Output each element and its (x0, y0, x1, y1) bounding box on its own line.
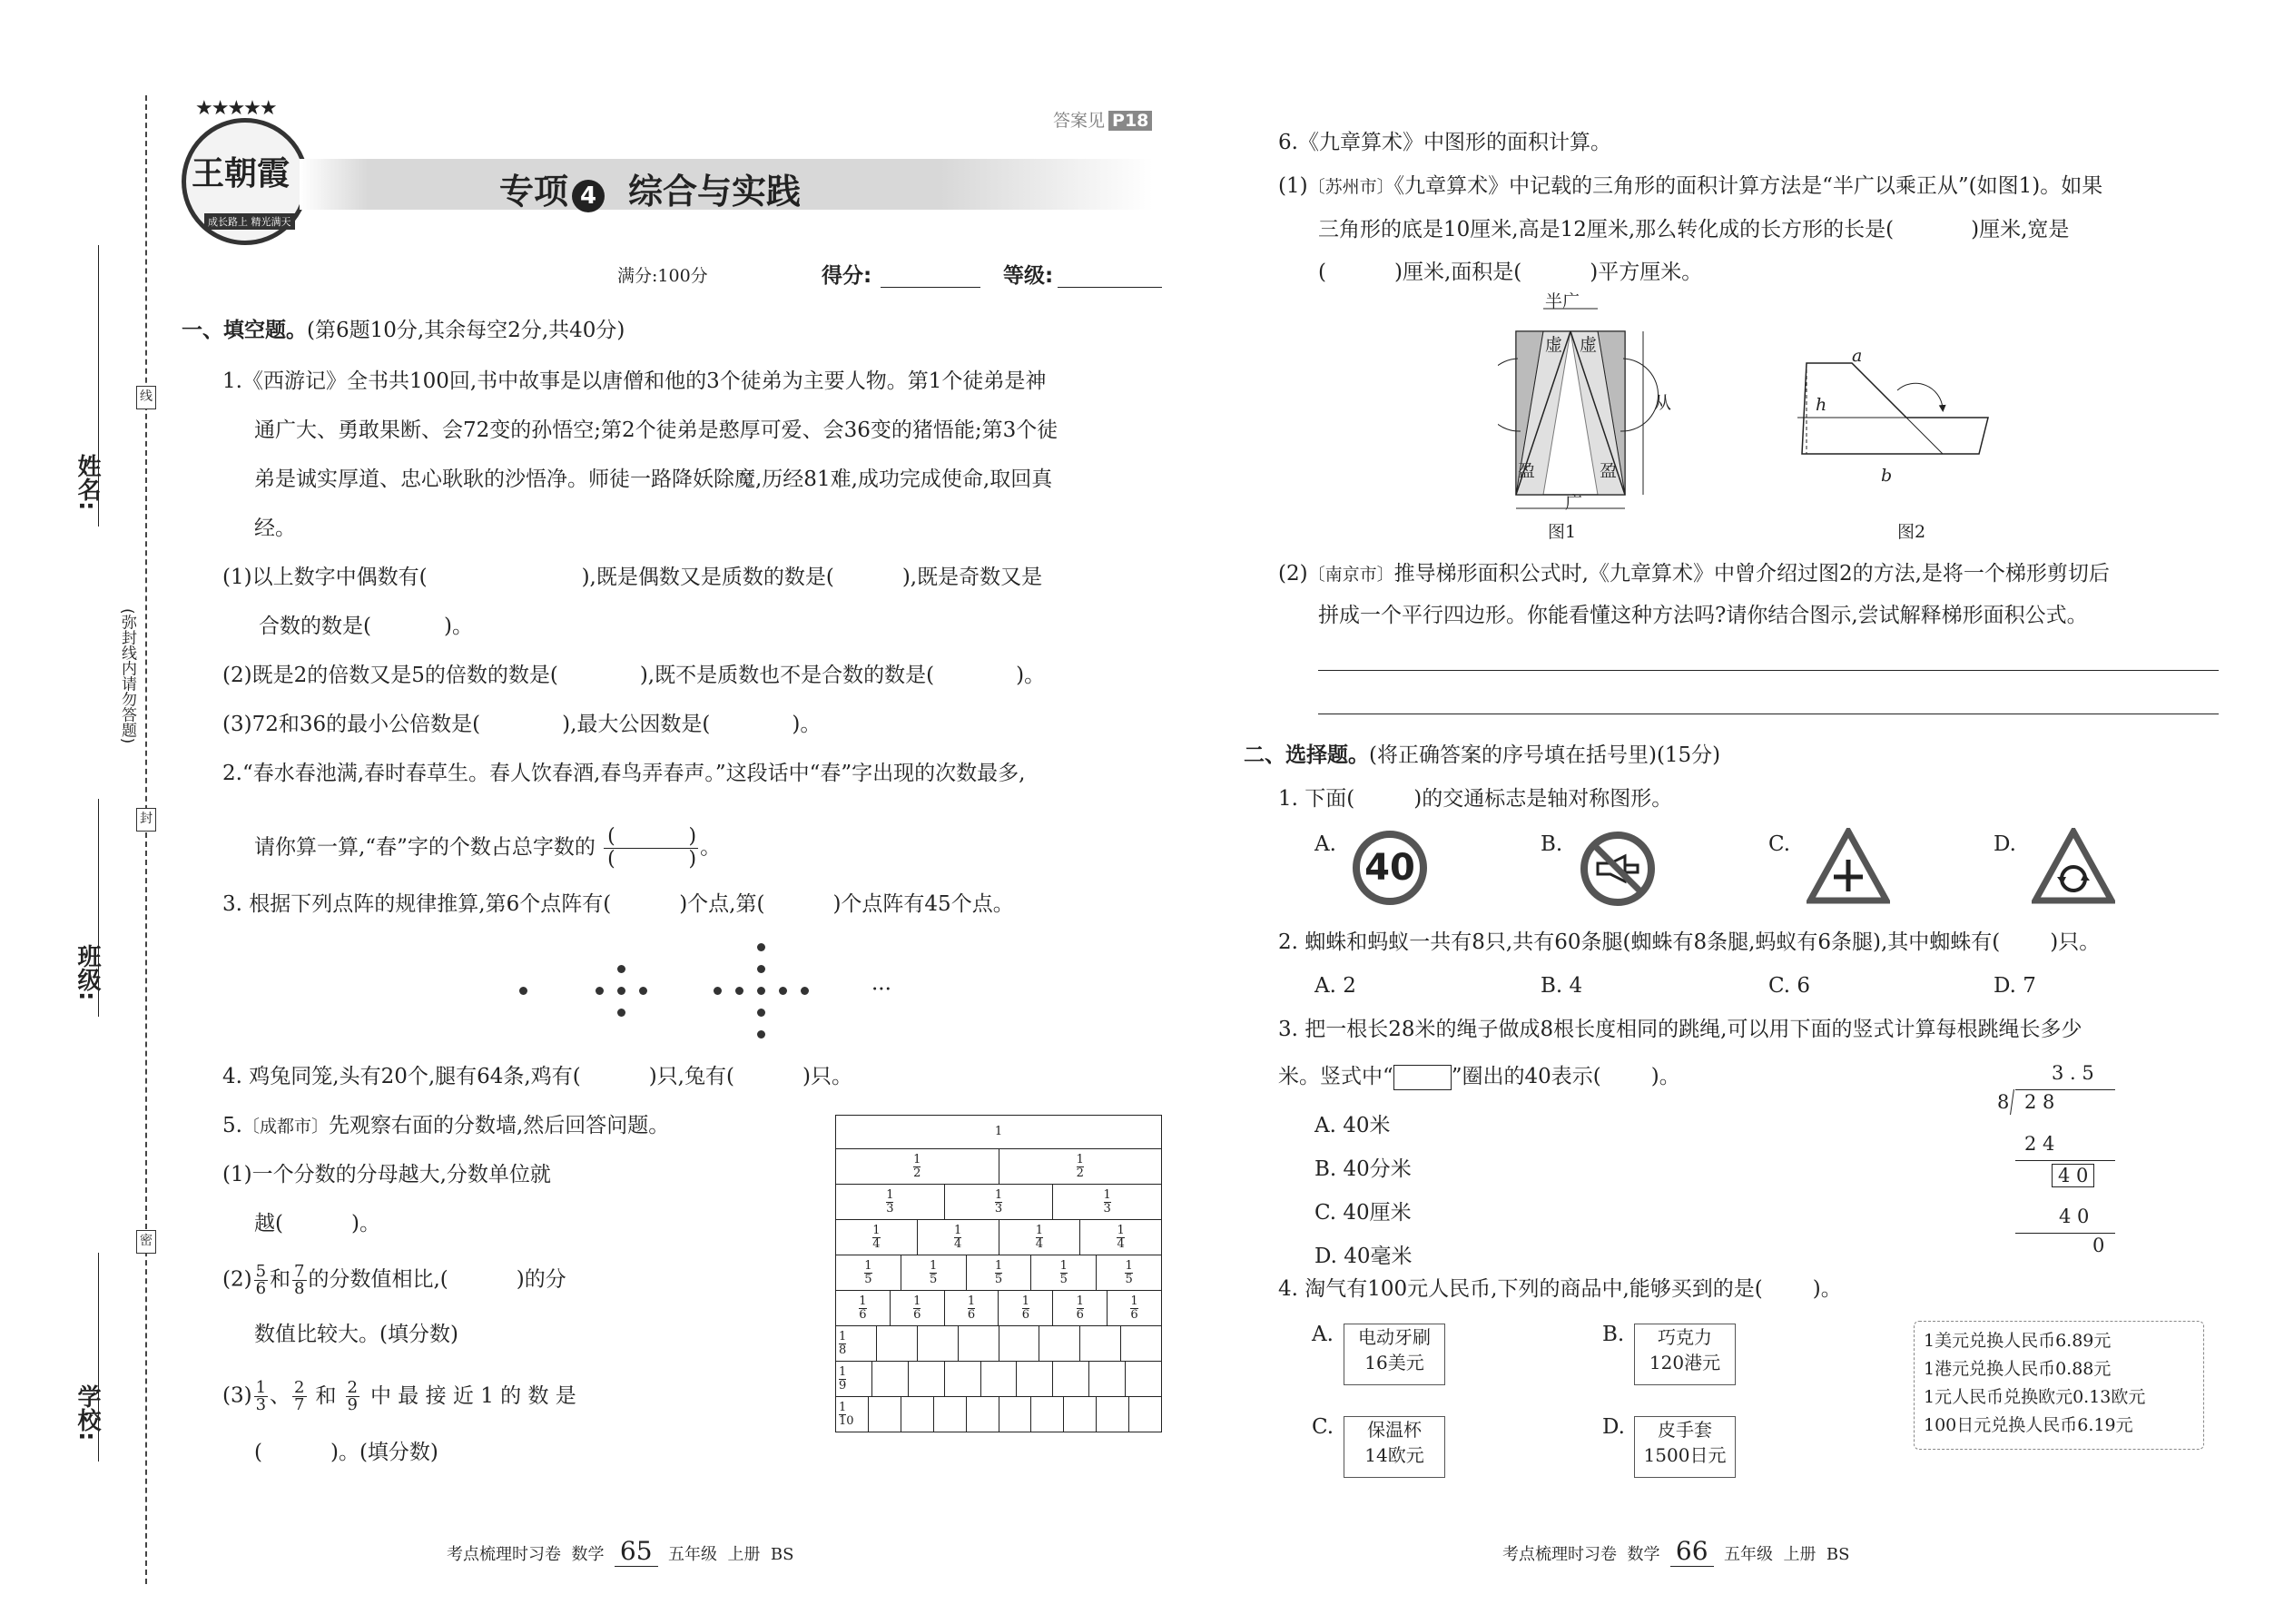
fw-cell (999, 1397, 1032, 1432)
fw-cell: 1 8 (836, 1326, 877, 1361)
no-horn-sign (1580, 831, 1656, 907)
fw-cell: 1 5 (1031, 1255, 1097, 1290)
fw-cell (1126, 1362, 1161, 1396)
fw-cell (909, 1362, 945, 1396)
section2-heading: 二、选择题。(将正确答案的序号填在括号里)(15分) (1244, 743, 1721, 767)
fw-cell (999, 1326, 1040, 1361)
q6-2-line1: (2)〔南京市〕推导梯形面积公式时,《九章算术》中曾介绍过图2的方法,是将一个梯形剪切后 (1278, 562, 2110, 586)
fw-row-3 (835, 1185, 1162, 1220)
fw-cell (1039, 1326, 1080, 1361)
div-dividend: 2 8 (2024, 1091, 2055, 1113)
fw-cell: 1 5 (1125, 1258, 1133, 1286)
fig1-ying-left: 盈 (1518, 461, 1536, 481)
c1-option-c: C. (1768, 832, 1791, 856)
div-divisor: 8 (1997, 1091, 2010, 1113)
fw-row-1: 1 (835, 1115, 1162, 1149)
fig2-h: h (1816, 395, 1827, 415)
c1-option-a: A. (1314, 832, 1336, 856)
fig2-a: a (1852, 346, 1863, 366)
class-line (98, 799, 99, 1017)
q5-part3-cont: ( )。(填分数) (254, 1441, 438, 1464)
page-number-left: 65 (615, 1536, 658, 1567)
fw-cell: 1 10 (836, 1397, 869, 1432)
score-line (881, 287, 980, 288)
page-number-right: 66 (1670, 1536, 1714, 1567)
q1-line1: 1.《西游记》全书共100回,书中故事是以唐僧和他的3个徒弟为主要人物。第1个徒弟是神 (222, 369, 1047, 393)
fw-cell (1064, 1397, 1097, 1432)
fw-cell (1053, 1362, 1089, 1396)
logo-sub: 成长路上 精光满天 (204, 213, 295, 230)
fw-cell: 1 6 (999, 1291, 1053, 1325)
fw-cell: 1 6 (1130, 1294, 1138, 1322)
answer-line-1 (1318, 670, 2219, 671)
name-label: 姓名: (74, 454, 101, 511)
answer-ref: 答案见 P18 (1053, 107, 1152, 132)
title-number: 4 (572, 180, 605, 212)
fw-row-8 (835, 1326, 1162, 1362)
seal-note: (弥封线内请勿答题) (118, 608, 136, 744)
q5-text: 5.〔成都市〕先观察右面的分数墙,然后回答问题。 (222, 1114, 670, 1137)
c2-option-d: D. 7 (1994, 974, 2036, 998)
fig2-caption: 图2 (1897, 522, 1926, 542)
seal-mark-line: 线 (136, 386, 156, 409)
fw-cell (1089, 1362, 1126, 1396)
name-line (98, 245, 99, 527)
fw-cell (1129, 1397, 1161, 1432)
q1-part1-cont: 合数的数是( )。 (259, 615, 473, 638)
c2-option-a: A. 2 (1314, 974, 1356, 998)
fw-cell: 1 6 (836, 1291, 891, 1325)
fw-cell: 1 5 (836, 1255, 901, 1290)
fw-cell (918, 1326, 959, 1361)
section1-heading: 一、填空题。(第6题10分,其余每空2分,共40分) (182, 319, 625, 342)
c4-opt-c: C. (1312, 1415, 1334, 1439)
fw-cell: 1 4 (999, 1220, 1081, 1255)
grade-line (1058, 287, 1162, 288)
item-a-box: 电动牙刷 16美元 (1344, 1324, 1445, 1385)
fw-row-5 (835, 1255, 1162, 1291)
fw-cell: 1 6 (891, 1291, 945, 1325)
fig1-cong: 从 (1654, 393, 1672, 413)
seal-mark-secret: 密 (136, 1230, 156, 1254)
div-remainder: 0 (2092, 1235, 2105, 1256)
q5-part2: (2) $\frac{5}{6}$ 和 $\frac{7}{8}$ 的分数值相比,( )的分 (222, 1262, 566, 1298)
c2-text: 2. 蜘蛛和蚂蚁一共有8只,共有60条腿(蜘蛛有8条腿,蚂蚁有6条腿),其中蜘蛛有( )只。 (1278, 930, 2101, 954)
fw-cell (872, 1362, 909, 1396)
rate-eur: 1元人民币兑换欧元0.13欧元 (1924, 1387, 2146, 1407)
fw-cell (901, 1397, 934, 1432)
fw-cell: 1 4 (1117, 1223, 1125, 1251)
fw-cell (869, 1397, 901, 1432)
logo-badge (182, 97, 309, 245)
fw-cell: 1 2 (1076, 1152, 1084, 1180)
fw-row-4 (835, 1220, 1162, 1255)
c3-line2: 米。竖式中“ ”圈出的40表示( )。 (1278, 1065, 1680, 1088)
answer-page: P18 (1108, 111, 1152, 131)
c3-option-b: B. 40分米 (1314, 1157, 1412, 1181)
fw-cell: 1 5 (967, 1255, 1032, 1290)
long-division (1988, 1062, 2124, 1262)
seal-mark-seal: 封 (136, 808, 156, 832)
c2-option-b: B. 4 (1541, 974, 1583, 998)
c4-opt-a: A. (1312, 1323, 1334, 1346)
c4-opt-d: D. (1602, 1415, 1625, 1439)
item-b-box: 巧克力 120港元 (1634, 1324, 1736, 1385)
fw-cell: 1 2 (836, 1149, 999, 1184)
logo-stars: ★★★★★ (195, 97, 276, 120)
fw-cell (1097, 1397, 1129, 1432)
binding-line (145, 95, 147, 1584)
exchange-rates-box (1914, 1321, 2204, 1450)
q1-line3: 弟是诚实厚道、忠心耿耿的沙悟净。师徒一路降妖除魔,历经81难,成功完成使命,取回真 (254, 468, 1053, 491)
fig1-caption: 图1 (1548, 522, 1577, 542)
fig1-guang: 广 (1565, 493, 1583, 513)
crossroad-warning-sign (1807, 828, 1890, 904)
div-step2-boxed: 4 0 (2052, 1164, 2094, 1187)
fw-row-10 (835, 1397, 1162, 1432)
footer-left: 考点梳理时习卷 数学 65 五年级 上册 BS (447, 1536, 794, 1566)
class-label: 班级: (74, 944, 101, 1001)
item-c-box: 保温杯 14欧元 (1344, 1416, 1445, 1478)
q1-part3: (3)72和36的最小公倍数是( ),最大公因数是( )。 (222, 713, 822, 736)
fig1-xu-left: 虚 (1545, 335, 1563, 355)
fw-cell (1080, 1326, 1121, 1361)
c3-option-c: C. 40厘米 (1314, 1201, 1412, 1225)
q5-part1-cont: 越( )。 (254, 1212, 380, 1235)
q6-2-line2: 拼成一个平行四边形。你能看懂这种方法吗?请你结合图示,尝试解释梯形面积公式。 (1318, 604, 2088, 627)
fw-cell (981, 1362, 1018, 1396)
c2-option-c: C. 6 (1768, 974, 1811, 998)
figure-1 (1498, 295, 1679, 522)
q5-city-tag: 〔成都市〕 (241, 1117, 329, 1137)
fw-cell (945, 1362, 981, 1396)
fw-cell: 1 6 (1053, 1291, 1108, 1325)
q1-line4: 经。 (254, 517, 296, 540)
q1-part1: (1)以上数字中偶数有( ),既是偶数又是质数的数是( ),既是奇数又是 (222, 566, 1043, 589)
school-line (98, 1253, 99, 1462)
speed-limit-sign: 40 (1353, 831, 1427, 905)
q3-text: 3. 根据下列点阵的规律推算,第6个点阵有( )个点,第( )个点阵有45个点。 (222, 892, 1014, 916)
fw-cell (967, 1397, 999, 1432)
fig2-b: b (1881, 466, 1893, 486)
dot-ellipsis: ··· (871, 978, 891, 1001)
box-symbol (1393, 1065, 1452, 1090)
fw-cell (1121, 1326, 1161, 1361)
fw-row-2 (835, 1149, 1162, 1185)
fw-cell (934, 1397, 967, 1432)
fw-cell: 1 6 (945, 1291, 999, 1325)
fw-cell (877, 1326, 918, 1361)
q6-1-line3: ( )厘米,面积是( )平方厘米。 (1318, 261, 1703, 284)
fraction-wall (835, 1115, 1162, 1432)
fw-cell (1031, 1397, 1064, 1432)
rate-usd: 1美元兑换人民币6.89元 (1924, 1331, 2112, 1351)
fw-cell: 1 3 (836, 1185, 945, 1219)
q1-part2: (2)既是2的倍数又是5的倍数的数是( ),既不是质数也不是合数的数是( )。 (222, 664, 1046, 687)
fw-cell: 1 4 (836, 1220, 918, 1255)
c1-option-d: D. (1994, 832, 2016, 856)
c4-opt-b: B. (1602, 1323, 1625, 1346)
c4-text: 4. 淘气有100元人民币,下列的商品中,能够买到的是( )。 (1278, 1277, 1842, 1301)
fw-cell: 1 3 (1103, 1187, 1111, 1216)
fig1-top-label: 半广 (1545, 291, 1580, 311)
fw-cell: 1 5 (901, 1255, 967, 1290)
fw-row-6 (835, 1291, 1162, 1326)
q6-1-line1: (1)〔苏州市〕《九章算术》中记载的三角形的面积计算方法是“半广以乘正从”(如图1)。如果 (1278, 174, 2103, 198)
q6-title: 6.《九章算术》中图形的面积计算。 (1278, 131, 1611, 154)
q2-answer-fraction: ( ) ( ) (604, 826, 698, 871)
q5-part1: (1)一个分数的分母越大,分数单位就 (222, 1163, 551, 1186)
c3-option-a: A. 40米 (1314, 1114, 1391, 1137)
score-label: 得分: (822, 264, 872, 288)
fig1-ying-right: 盈 (1600, 461, 1618, 481)
q5-part3: (3) $\frac{1}{3}$ 、 $\frac{2}{7}$ 和 $\frac{2}{9}$ 中 最 接 近 1 的 数 是 (222, 1378, 576, 1414)
c3-line1: 3. 把一根长28米的绳子做成8根长度相同的跳绳,可以用下面的竖式计算每根跳绳长多少 (1278, 1018, 2082, 1041)
fw-row-9 (835, 1362, 1162, 1397)
fw-cell: 1 9 (836, 1362, 872, 1396)
school-label: 学校: (74, 1384, 101, 1442)
rate-hkd: 1港元兑换人民币0.88元 (1924, 1359, 2112, 1379)
fig1-xu-right: 虚 (1580, 335, 1598, 355)
grade-label: 等级: (1003, 264, 1054, 288)
q2-line2: 请你算一算,“春”字的个数占总字数的 ( ) ( ) 。 (254, 825, 722, 871)
fw-cell (959, 1326, 999, 1361)
fw-cell: 1 4 (918, 1220, 999, 1255)
div-step1: 2 4 (2024, 1133, 2055, 1155)
q6-1-line2: 三角形的底是10厘米,高是12厘米,那么转化成的长方形的长是( )厘米,宽是 (1318, 218, 2070, 241)
div-quotient: 3 . 5 (2052, 1062, 2094, 1084)
c3-option-d: D. 40毫米 (1314, 1245, 1413, 1268)
c1-text: 1. 下面( )的交通标志是轴对称图形。 (1278, 787, 1673, 811)
q5-part2-cont: 数值比较大。(填分数) (254, 1323, 458, 1346)
logo-text: 王朝霞 (192, 154, 290, 192)
rate-jpy: 100日元兑换人民币6.19元 (1924, 1415, 2133, 1435)
q1-line2: 通广大、勇敢果断、会72变的孙悟空;第2个徒弟是憨厚可爱、会36变的猪悟能;第3个徒 (254, 418, 1058, 442)
q4-text: 4. 鸡兔同笼,头有20个,腿有64条,鸡有( )只,兔有( )只。 (222, 1065, 852, 1088)
item-d-box: 皮手套 1500日元 (1634, 1416, 1736, 1478)
q2-line1: 2.“春水春池满,春时春草生。春人饮春酒,春鸟弄春声。”这段话中“春”字出现的次数最多, (222, 762, 1026, 785)
div-step3: 4 0 (2059, 1206, 2090, 1227)
fw-cell: 1 3 (945, 1185, 1054, 1219)
page-title: 专项 4 综合与实践 (499, 172, 802, 212)
roundabout-warning-sign (2032, 828, 2115, 904)
footer-right: 考点梳理时习卷 数学 66 五年级 上册 BS (1502, 1536, 1850, 1566)
c1-option-b: B. (1541, 832, 1563, 856)
full-score: 满分:100分 (617, 266, 708, 286)
fw-cell (1017, 1362, 1053, 1396)
